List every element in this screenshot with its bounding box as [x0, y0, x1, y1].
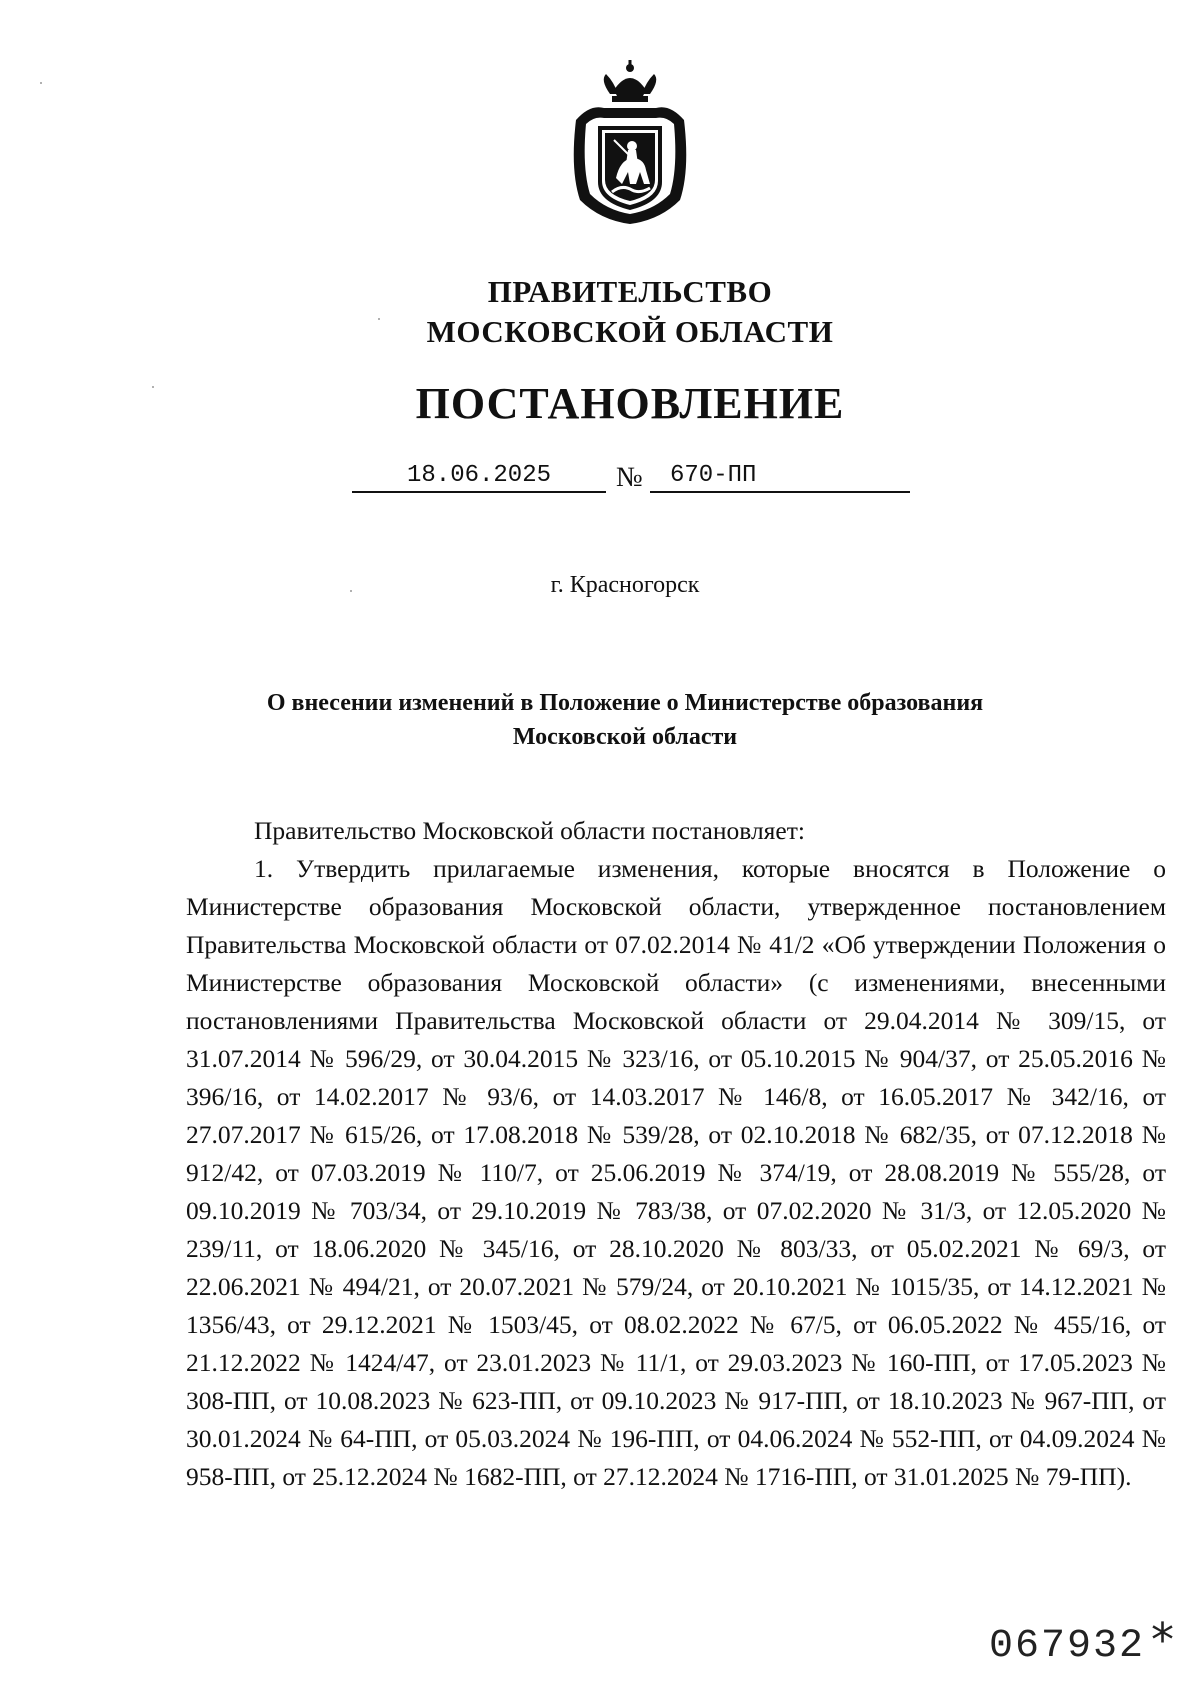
registration-date: 18.06.2025 — [352, 462, 606, 493]
government-name — [0, 272, 1200, 352]
scan-speck — [350, 590, 352, 592]
document-type: ПОСТАНОВЛЕНИЕ — [415, 379, 845, 428]
city-name: г. Красногорск — [550, 572, 700, 598]
coat-of-arms-icon — [570, 60, 690, 226]
scan-speck — [40, 82, 42, 84]
registration-number: 670-ПП — [650, 462, 910, 493]
scan-speck — [152, 386, 154, 388]
document-subject — [0, 686, 1200, 754]
asterisk-icon: * — [1151, 1613, 1176, 1667]
subject-line2: Московской области — [512, 724, 738, 750]
document-body — [186, 812, 1166, 1496]
serial-number-value: 067932 — [988, 1624, 1145, 1669]
government-line1: ПРАВИТЕЛЬСТВО — [487, 274, 773, 309]
registration-line — [352, 462, 910, 502]
subject-line1: О внесении изменений в Положение о Министерстве образования — [266, 690, 984, 716]
body-item-1: 1. Утвердить прилагаемые изменения, которые вносятся в Положение о Министерстве образования Московской области, утвержденное постановлением Правительства Московской области от 07.02.2014 № 41/2 «Об утверждении Положения о Министерстве образования Московской области» (с изменениями, внесенными постановлениями Правительства Московской области от 29.04.2014 № 309/15, от 31.07.2014 № 596/29, от 30.04.2015 № 323/16, от 05.10.2015 № 904/37, от 25.05.2016 № 396/16, от 14.02.2017 № 93/6, от 14.03.2017 № 146/8, от 16.05.2017 № 342/16, от 27.07.2017 № 615/26, от 17.08.2018 № 539/28, от 02.10.2018 № 682/35, от 07.12.2018 № 912/42, от 07.03.2019 № 110/7, от 25.06.2019 № 374/19, от 28.08.2019 № 555/28, от 09.10.2019 № 703/34, от 29.10.2019 № 783/38, от 07.02.2020 № 31/3, от 12.05.2020 № 239/11, от 18.06.2020 № 345/16, от 28.10.2020 № 803/33, от 05.02.2021 № 69/3, от 22.06.2021 № 494/21, от 20.07.2021 № 579/24, от 20.10.2021 № 1015/35, от 14.12.2021 № 1356/43, от 29.12.2021 № 1503/45, от 08.02.2022 № 67/5, от 06.05.2022 № 455/16, от 21.12.2022 № 1424/47, от 23.01.2023 № 11/1, от 29.03.2023 № 160-ПП, от 17.05.2023 № 308-ПП, от 10.08.2023 № 623-ПП, от 09.10.2023 № 917-ПП, от 18.10.2023 № 967-ПП, от 30.01.2024 № 64-ПП, от 05.03.2024 № 196-ПП, от 04.06.2024 № 552-ПП, от 04.09.2024 № 958-ПП, от 25.12.2024 № 1682-ПП, от 27.12.2024 № 1716-ПП, от 31.01.2025 № 79-ПП). — [186, 854, 1166, 1491]
body-preamble: Правительство Московской области постановляет: — [254, 816, 805, 845]
scan-speck — [378, 318, 380, 320]
number-sign: № — [616, 462, 643, 493]
serial-number — [989, 1613, 1176, 1669]
government-line2: МОСКОВСКОЙ ОБЛАСТИ — [426, 314, 834, 349]
